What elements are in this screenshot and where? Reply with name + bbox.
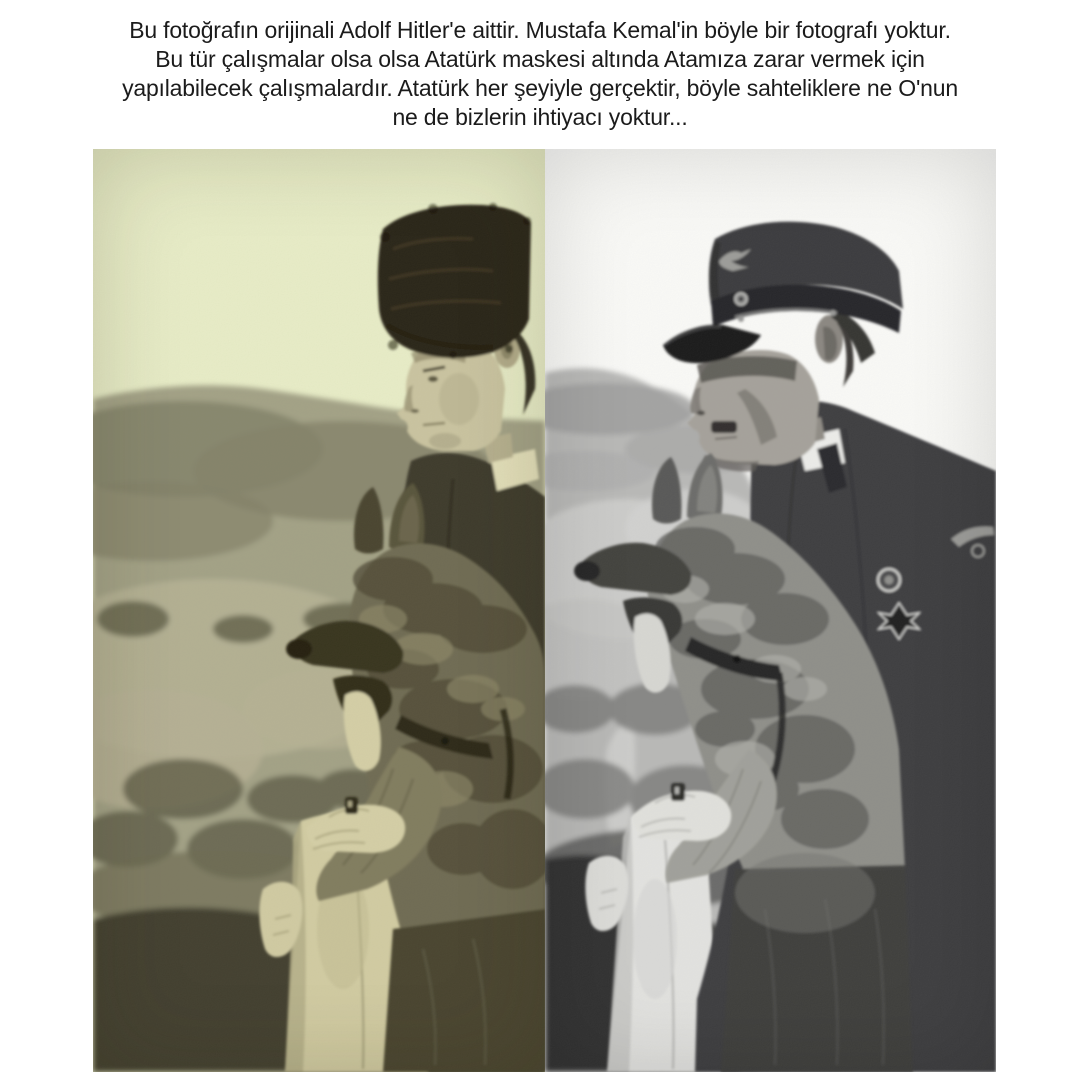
photo-hitler-original [545, 149, 996, 1072]
caption-line-3: yapılabilecek çalışmalardır. Atatürk her şeyiyle gerçektir, böyle sahteliklere ne O'nun [122, 75, 958, 101]
left-photo-scene [93, 149, 545, 1072]
photo-comparison [93, 149, 996, 1072]
caption-line-1: Bu fotoğrafın orijinali Adolf Hitler'e aittir. Mustafa Kemal'in böyle bir fotografı yoktur. [129, 17, 951, 43]
photo-ataturk-manipulated [93, 149, 545, 1072]
caption-line-4: ne de bizlerin ihtiyacı yoktur... [392, 104, 688, 130]
film-grain-overlay [545, 149, 996, 1072]
caption [0, 16, 1080, 132]
right-photo-scene [545, 149, 996, 1072]
caption-line-2: Bu tür çalışmalar olsa olsa Atatürk maskesi altında Atamıza zarar vermek için [155, 46, 925, 72]
film-grain-overlay [93, 149, 545, 1072]
